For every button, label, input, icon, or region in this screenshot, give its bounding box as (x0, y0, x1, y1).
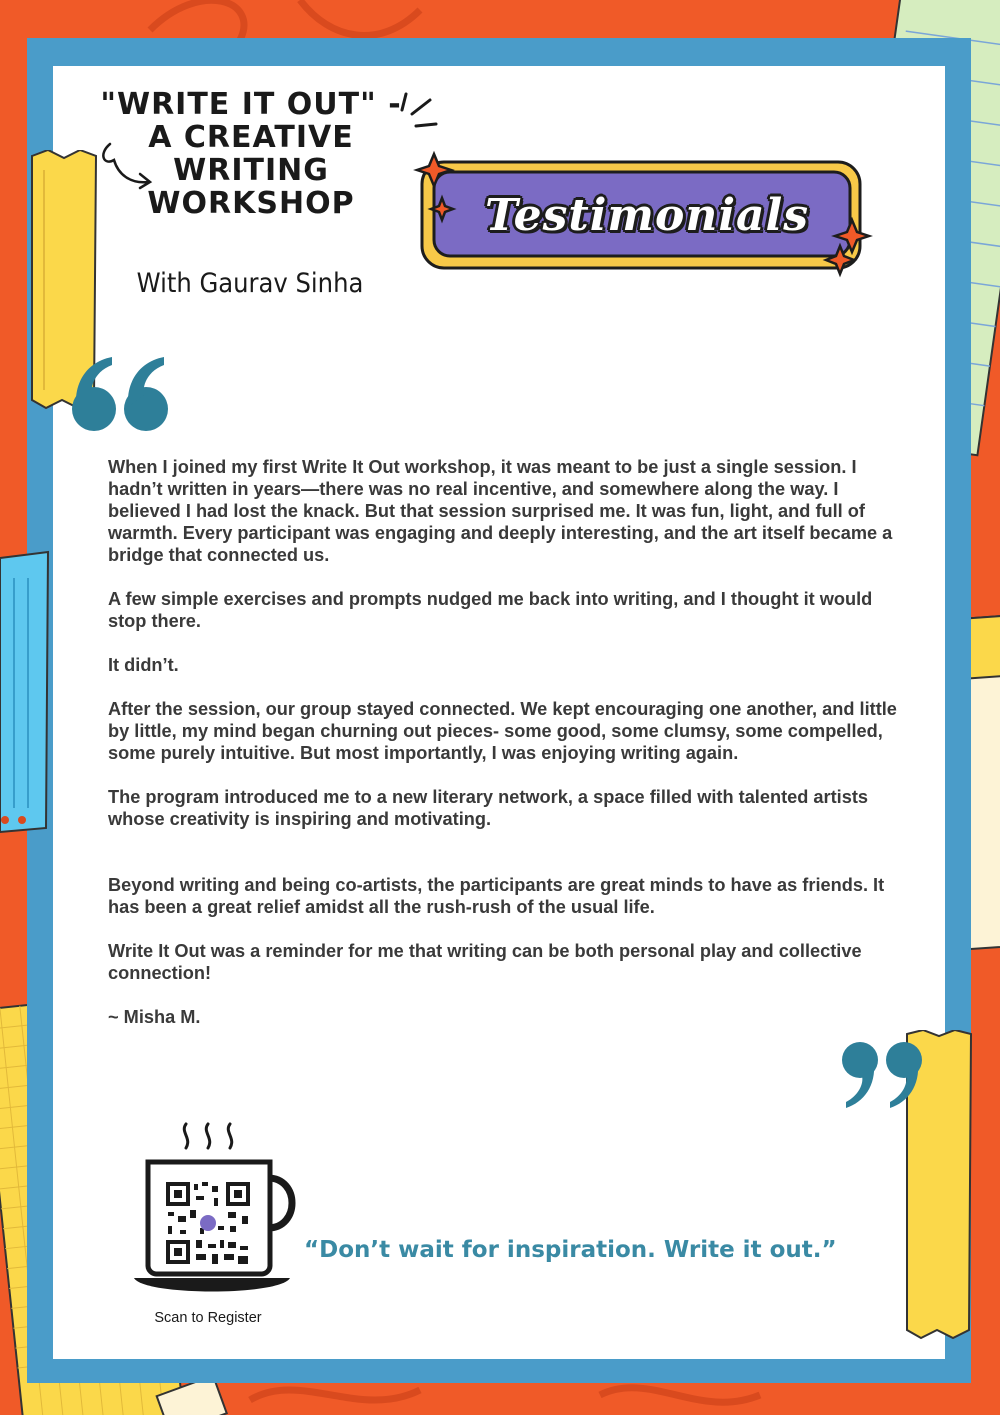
testimonial-paragraph: Beyond writing and being co-artists, the participants are great minds to have as friends. It has been a great relief amidst all the rush-rush of the usual life. (108, 875, 885, 917)
scan-to-register-label: Scan to Register (154, 1310, 262, 1326)
testimonial-paragraph: The program introduced me to a new literary network, a space filled with talented artists whose creativity is inspiring and motivating. (108, 787, 869, 829)
testimonial-paragraph: Write It Out was a reminder for me that writing can be both personal play and collective connection! (108, 941, 862, 983)
curly-arrow-icon (96, 140, 156, 190)
testimonial-paragraph: After the session, our group stayed connected. We kept encouraging one another, and little by little, my mind began churning out pieces- some good, some clumsy, some compelled, some purely intuitive. But most importantly, I was enjoying writing again. (108, 699, 897, 763)
workshop-title: "WRITE IT OUT" - A CREATIVE WRITING WORKSHOP (100, 87, 402, 221)
workshop-subtitle: With Gaurav Sinha (136, 268, 364, 299)
testimonial-paragraph: It didn’t. (108, 655, 179, 675)
yellow-tape-bottom-right (200, 1060, 201, 1061)
testimonials-badge (412, 150, 882, 280)
testimonial-signature: ~ Misha M. (108, 1007, 201, 1027)
sparkle-lines-icon (398, 92, 442, 132)
quote-close-icon (838, 1040, 928, 1112)
testimonial-text (108, 456, 908, 1028)
testimonial-paragraph: When I joined my first Write It Out workshop, it was meant to be just a single session. I hadn’t written in years—there was no real incentive, and somewhere along the way. I believed I had lost the knack. But that session surprised me. It was fun, light, and full of warmth. Every participant was engaging and deeply interesting, and the art itself became a bridge that connected us. (108, 457, 893, 565)
testimonial-paragraph: A few simple exercises and prompts nudged me back into writing, and I thought it would stop there. (108, 589, 873, 631)
blue-tape-left (0, 548, 52, 838)
coffee-mug-icon (130, 1118, 300, 1308)
tagline: “Don’t wait for inspiration. Write it out.” (304, 1237, 837, 1263)
badge-label: Testimonials (484, 189, 810, 241)
quote-open-icon (66, 355, 176, 435)
